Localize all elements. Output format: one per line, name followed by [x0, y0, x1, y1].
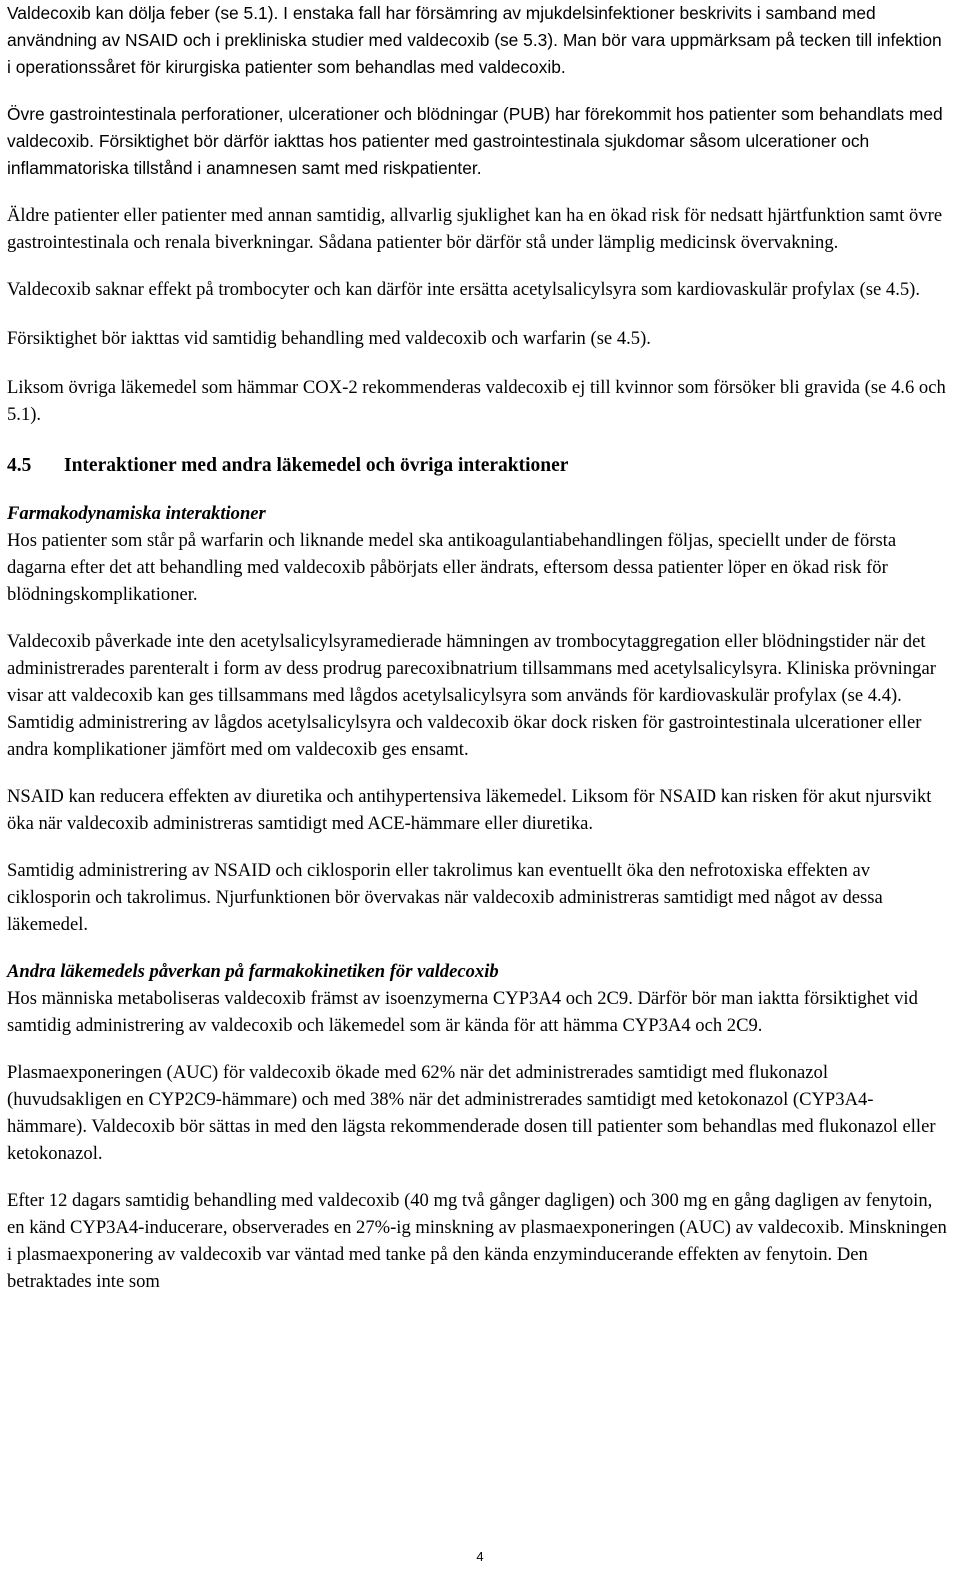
paragraph-elderly-patients: Äldre patienter eller patienter med annan samtidig, allvarlig sjuklighet kan ha en ökad risk för nedsatt hjärtfunktion samt övre gastrointestinala och renala biverkningar. Sådana patienter bör därför stå under lämplig medicinsk övervakning. — [7, 205, 943, 253]
subheading-pharmacodynamic: Farmakodynamiska interaktioner — [7, 503, 266, 524]
paragraph-fluconazole: Plasmaexponeringen (AUC) för valdecoxib ökade med 62% när det administrerades samtidigt med flukonazol (huvudsakligen en CYP2C9-hämmare) och med 38% när det administrerades samtidigt med ketokonazol (CYP3A4-hämmare). Valdecoxib bör sättas in med den lägsta rekommenderade dosen till patienter som behandlas med flukonazol eller ketokonazol. — [7, 1062, 936, 1164]
document-page — [7, 0, 947, 1295]
subheading-pharmacokinetic: Andra läkemedels påverkan på farmakokinetiken för valdecoxib — [7, 961, 499, 982]
section-heading — [7, 452, 947, 480]
paragraph-acetylsalicylic: Valdecoxib påverkade inte den acetylsalicylsyramedierade hämningen av trombocytaggregation eller blödningstider när det administrerades parenteralt i form av dess prodrug parecoxibnatrium tillsammans med acetylsalicylsyra. Kliniska prövningar visar att valdecoxib kan ges tillsammans med lågdos acetylsalicylsyra som används för kardiovaskulär profylax (se 4.4). Samtidig administrering av lågdos acetylsalicylsyra och valdecoxib ökar dock risken för gastrointestinala ulcerationer eller andra komplikationer jämfört med om valdecoxib ges ensamt. — [7, 631, 936, 760]
section-number: 4.5 — [7, 455, 32, 476]
paragraph-cyp-metabolism: Hos människa metaboliseras valdecoxib främst av isoenzymerna CYP3A4 och 2C9. Därför bör man iaktta försiktighet vid samtidig administrering av valdecoxib och läkemedel som är kända för att hämma CYP3A4 och 2C9. — [7, 988, 918, 1036]
paragraph-pregnancy: Liksom övriga läkemedel som hämmar COX-2 rekommenderas valdecoxib ej till kvinnor som försöker bli gravida (se 4.6 och 5.1). — [7, 377, 946, 425]
paragraph-warfarin-caution: Försiktighet bör iakttas vid samtidig behandling med valdecoxib och warfarin (se 4.5). — [7, 328, 651, 349]
paragraph-phenytoin: Efter 12 dagars samtidig behandling med valdecoxib (40 mg två gånger dagligen) och 300 mg en gång dagligen av fenytoin, en känd CYP3A4-inducerare, observerades en 27%-ig minskning av plasmaexponeringen (AUC) av valdecoxib. Minskningen i plasmaexponering av valdecoxib var väntad med tanke på den kända enzyminducerande effekten av fenytoin. Den betraktades inte som — [7, 1190, 947, 1292]
page-number: 4 — [476, 1549, 484, 1564]
paragraph-fever-infection: Valdecoxib kan dölja feber (se 5.1). I enstaka fall har försämring av mjukdelsinfektioner beskrivits i samband med användning av NSAID och i prekliniska studier med valdecoxib (se 5.3). Man bör vara uppmärksam på tecken till infektion i operationssåret för kirurgiska patienter som behandlas med valdecoxib. — [7, 3, 942, 77]
paragraph-diuretics: NSAID kan reducera effekten av diuretika och antihypertensiva läkemedel. Liksom för NSAID kan risken för akut njursvikt öka när valdecoxib administreras samtidigt med ACE-hämmare eller diuretika. — [7, 786, 932, 834]
paragraph-anticoagulant: Hos patienter som står på warfarin och liknande medel ska antikoagulantiabehandlingen följas, speciellt under de första dagarna efter det att behandling med valdecoxib påbörjats eller ändrats, eftersom dessa patienter löper en ökad risk för blödningskomplikationer. — [7, 530, 897, 605]
paragraph-ciclosporin: Samtidig administrering av NSAID och ciklosporin eller takrolimus kan eventuellt öka den nefrotoxiska effekten av ciklosporin och takrolimus. Njurfunktionen bör övervakas när valdecoxib administreras samtidigt med något av dessa läkemedel. — [7, 860, 883, 935]
paragraph-gi-perforation: Övre gastrointestinala perforationer, ulcerationer och blödningar (PUB) har förekommit hos patienter som behandlats med valdecoxib. Försiktighet bör därför iakttas hos patienter med gastrointestinala sjukdomar såsom ulcerationer och inflammatoriska tillstånd i anamnesen samt med riskpatienter. — [7, 104, 943, 178]
paragraph-platelets: Valdecoxib saknar effekt på trombocyter och kan därför inte ersätta acetylsalicylsyra som kardiovaskulär profylax (se 4.5). — [7, 279, 920, 300]
section-title: Interaktioner med andra läkemedel och övriga interaktioner — [64, 455, 569, 476]
